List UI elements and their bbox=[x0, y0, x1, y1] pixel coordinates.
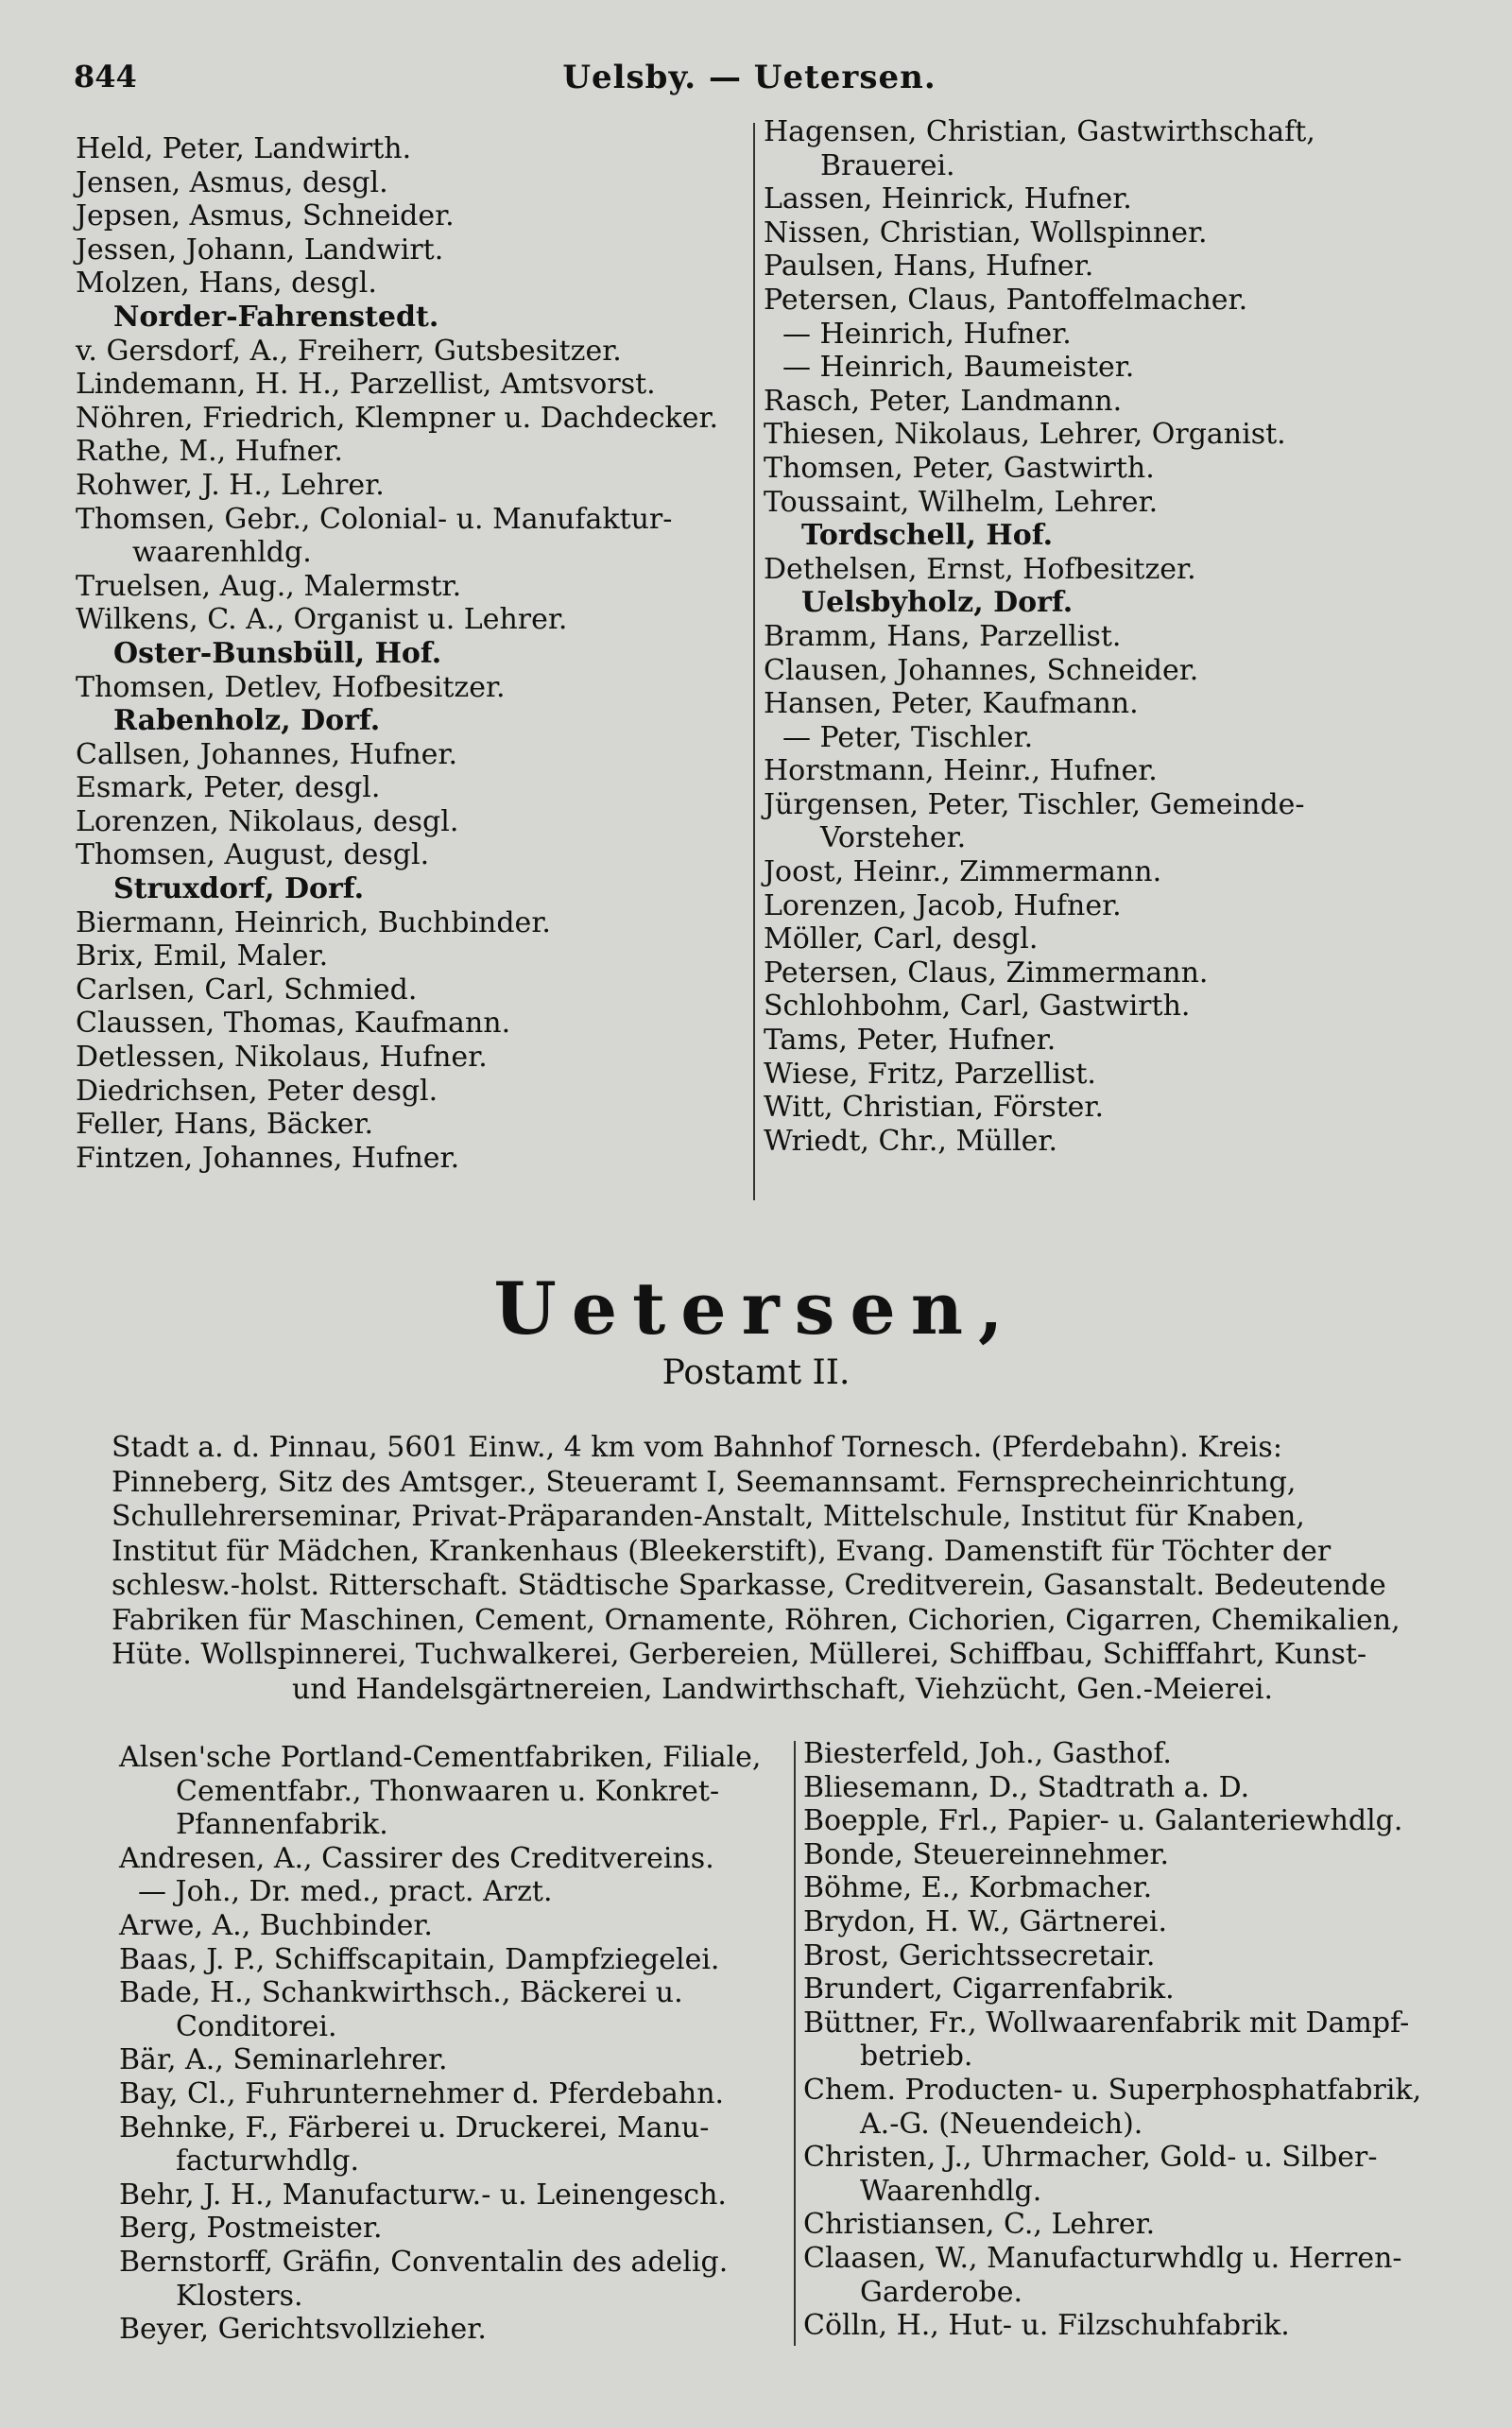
entry-text: facturwhdlg. bbox=[176, 2144, 360, 2178]
description-line: Stadt a. d. Pinnau, 5601 Einw., 4 km vom Bahnhof Tornesch. (Pferdebahn). Kreis: bbox=[112, 1431, 1282, 1464]
entry-text: Behr, J. H., Manufacturw.- u. Leinengesch. bbox=[119, 2178, 727, 2212]
entry-text: Conditorei. bbox=[176, 2009, 337, 2043]
place-heading bbox=[76, 872, 737, 906]
directory-entry bbox=[119, 2178, 790, 2213]
right-column bbox=[764, 115, 1425, 1158]
entry-text: Bär, A., Seminarlehrer. bbox=[119, 2043, 448, 2077]
directory-entry bbox=[764, 687, 1425, 721]
entry-text: Wiese, Fritz, Parzellist. bbox=[764, 1057, 1096, 1091]
entry-continuation bbox=[764, 149, 1425, 183]
entry-text: Bade, H., Schankwirthsch., Bäckerei u. bbox=[119, 1976, 683, 2010]
directory-entry bbox=[803, 2006, 1465, 2041]
directory-entry bbox=[76, 132, 737, 166]
entry-continuation bbox=[803, 2175, 1465, 2209]
entry-text: Böhme, E., Korbmacher. bbox=[803, 1871, 1153, 1905]
entry-text: Thiesen, Nikolaus, Lehrer, Organist. bbox=[764, 418, 1286, 452]
directory-entry bbox=[76, 267, 737, 301]
directory-entry bbox=[119, 1943, 790, 1977]
directory-entry bbox=[76, 570, 737, 604]
entry-text: Petersen, Claus, Zimmermann. bbox=[764, 956, 1209, 990]
directory-entry bbox=[803, 1871, 1465, 1905]
entry-text: Witt, Christian, Förster. bbox=[764, 1091, 1104, 1125]
entry-text: Lorenzen, Nikolaus, desgl. bbox=[76, 804, 459, 838]
entry-text: Wilkens, C. A., Organist u. Lehrer. bbox=[76, 603, 568, 637]
directory-entry bbox=[764, 1091, 1425, 1125]
directory-entry bbox=[76, 435, 737, 469]
directory-entry bbox=[764, 754, 1425, 788]
entry-text: Jensen, Asmus, desgl. bbox=[76, 165, 388, 199]
directory-entry bbox=[76, 738, 737, 772]
entry-text: Bliesemann, D., Stadtrath a. D. bbox=[803, 1770, 1250, 1804]
entry-text: Tordschell, Hof. bbox=[801, 519, 1054, 553]
entry-text: betrieb. bbox=[860, 2040, 973, 2074]
entry-text: Thomsen, Peter, Gastwirth. bbox=[764, 451, 1155, 485]
entry-continuation bbox=[803, 2276, 1465, 2310]
directory-entry bbox=[76, 671, 737, 705]
directory-entry bbox=[764, 889, 1425, 923]
directory-entry bbox=[803, 1939, 1465, 1973]
directory-entry bbox=[76, 939, 737, 973]
entry-text: Bay, Cl., Fuhrunternehmer d. Pferdebahn. bbox=[119, 2076, 725, 2110]
description-line: und Handelsgärtnereien, Landwirthschaft, Viehzücht, Gen.-Meierei. bbox=[291, 1672, 1273, 1706]
entry-text: Brauerei. bbox=[820, 148, 955, 182]
description-line: Fabriken für Maschinen, Cement, Ornamente, Röhren, Cichorien, Cigarren, Chemikalien, bbox=[112, 1603, 1400, 1637]
directory-entry bbox=[764, 721, 1425, 755]
place-heading bbox=[76, 637, 737, 671]
directory-entry bbox=[764, 418, 1425, 452]
directory-entry bbox=[803, 1737, 1465, 1771]
entry-text: Behnke, F., Färberei u. Druckerei, Manu- bbox=[119, 2110, 710, 2144]
page-header bbox=[74, 59, 1425, 115]
directory-entry bbox=[803, 2074, 1465, 2108]
entry-text: Cölln, H., Hut- u. Filzschuhfabrik. bbox=[803, 2309, 1290, 2343]
directory-entry bbox=[76, 1142, 737, 1176]
directory-entry bbox=[76, 368, 737, 402]
entry-text: Arwe, A., Buchbinder. bbox=[119, 1908, 433, 1942]
entry-text: Fintzen, Johannes, Hufner. bbox=[76, 1141, 460, 1175]
entry-text: Biermann, Heinrich, Buchbinder. bbox=[76, 905, 551, 939]
entry-text: Nissen, Christian, Wollspinner. bbox=[764, 215, 1208, 250]
directory-entry bbox=[119, 1875, 790, 1909]
directory-entry bbox=[119, 1976, 790, 2010]
entry-text: Paulsen, Hans, Hufner. bbox=[764, 250, 1094, 284]
directory-entry bbox=[803, 2208, 1465, 2242]
entry-text: Bonde, Steuereinnehmer. bbox=[803, 1837, 1170, 1871]
entry-text: A.-G. (Neuendeich). bbox=[860, 2107, 1143, 2141]
entry-continuation bbox=[803, 2108, 1465, 2142]
entry-text: Rohwer, J. H., Lehrer. bbox=[76, 468, 385, 502]
entry-continuation bbox=[76, 536, 737, 570]
directory-entry bbox=[76, 1007, 737, 1041]
left-column bbox=[76, 132, 737, 1175]
entry-text: Toussaint, Wilhelm, Lehrer. bbox=[764, 485, 1159, 519]
entry-text: Jürgensen, Peter, Tischler, Gemeinde- bbox=[764, 787, 1305, 821]
entry-continuation bbox=[119, 2010, 790, 2044]
entry-text: — Joh., Dr. med., pract. Arzt. bbox=[138, 1875, 553, 1909]
entry-text: Brost, Gerichtssecretair. bbox=[803, 1938, 1156, 1972]
entry-text: Cementfabr., Thonwaaren u. Konkret- bbox=[176, 1774, 720, 1808]
entry-continuation bbox=[119, 2144, 790, 2178]
entry-text: Tams, Peter, Hufner. bbox=[764, 1024, 1057, 1058]
directory-entry bbox=[764, 216, 1425, 250]
entry-text: Chem. Producten- u. Superphosphatfabrik, bbox=[803, 2073, 1422, 2107]
entry-text: Lassen, Heinrick, Hufner. bbox=[764, 182, 1132, 216]
entry-text: Detlessen, Nikolaus, Hufner. bbox=[76, 1041, 488, 1075]
entry-continuation bbox=[764, 821, 1425, 855]
column-divider-top bbox=[753, 123, 755, 1200]
directory-entry bbox=[76, 973, 737, 1007]
entry-text: Claasen, W., Manufacturwhdlg u. Herren- bbox=[803, 2241, 1402, 2275]
directory-entry bbox=[76, 838, 737, 872]
directory-entry bbox=[803, 1838, 1465, 1872]
entry-text: Truelsen, Aug., Malermstr. bbox=[76, 569, 462, 603]
directory-entry bbox=[803, 2242, 1465, 2276]
entry-text: Pfannenfabrik. bbox=[176, 1808, 388, 1842]
entry-text: Bernstorff, Gräfin, Conventalin des adelig. bbox=[119, 2245, 729, 2279]
entry-text: Claussen, Thomas, Kaufmann. bbox=[76, 1007, 511, 1041]
entry-text: Berg, Postmeister. bbox=[119, 2212, 383, 2246]
directory-entry bbox=[119, 2246, 790, 2280]
directory-entry bbox=[76, 1041, 737, 1075]
entry-text: Thomsen, August, desgl. bbox=[76, 838, 430, 872]
entry-text: Molzen, Hans, desgl. bbox=[76, 267, 377, 301]
entry-text: Brundert, Cigarrenfabrik. bbox=[803, 1972, 1175, 2006]
entry-text: Clausen, Johannes, Schneider. bbox=[764, 653, 1199, 687]
directory-entry bbox=[764, 990, 1425, 1024]
directory-entry bbox=[76, 805, 737, 839]
directory-entry bbox=[76, 603, 737, 637]
entry-text: Brydon, H. W., Gärtnerei. bbox=[803, 1904, 1167, 1938]
entry-text: Garderobe. bbox=[860, 2275, 1023, 2309]
directory-entry bbox=[119, 1842, 790, 1876]
entry-text: Schlohbohm, Carl, Gastwirth. bbox=[764, 990, 1191, 1024]
directory-entry bbox=[764, 956, 1425, 990]
bottom-left-column bbox=[119, 1741, 790, 2347]
directory-entry bbox=[803, 1972, 1465, 2006]
directory-entry bbox=[119, 2212, 790, 2246]
place-heading bbox=[764, 519, 1425, 553]
entry-text: Struxdorf, Dorf. bbox=[113, 872, 365, 906]
entry-text: waarenhldg. bbox=[132, 536, 312, 570]
entry-text: Diedrichsen, Peter desgl. bbox=[76, 1074, 438, 1108]
entry-text: — Heinrich, Baumeister. bbox=[782, 351, 1135, 385]
directory-entry bbox=[764, 115, 1425, 149]
entry-text: — Peter, Tischler. bbox=[782, 720, 1034, 754]
directory-entry bbox=[119, 1909, 790, 1943]
directory-entry bbox=[76, 166, 737, 200]
entry-text: Carlsen, Carl, Schmied. bbox=[76, 973, 418, 1007]
directory-entry bbox=[76, 402, 737, 436]
directory-entry bbox=[764, 351, 1425, 385]
entry-text: Oster-Bunsbüll, Hof. bbox=[113, 636, 442, 670]
entry-continuation bbox=[119, 1808, 790, 1842]
directory-entry bbox=[76, 771, 737, 805]
directory-entry bbox=[764, 1058, 1425, 1092]
directory-entry bbox=[119, 2111, 790, 2145]
directory-entry bbox=[764, 1024, 1425, 1058]
entry-text: v. Gersdorf, A., Freiherr, Gutsbesitzer. bbox=[76, 334, 622, 368]
entry-text: Rathe, M., Hufner. bbox=[76, 435, 343, 469]
directory-entry bbox=[764, 385, 1425, 419]
entry-text: Boepple, Frl., Papier- u. Galanteriewhdlg. bbox=[803, 1804, 1403, 1838]
directory-entry bbox=[764, 788, 1425, 822]
column-divider-bottom bbox=[794, 1741, 796, 2346]
description-line: schlesw.-holst. Ritterschaft. Städtische Sparkasse, Creditverein, Gasanstalt. Bedeutende bbox=[112, 1569, 1386, 1602]
description-line: Pinneberg, Sitz des Amtsger., Steueramt I, Seemannsamt. Fernsprecheinrichtung, bbox=[112, 1465, 1297, 1499]
directory-entry bbox=[764, 318, 1425, 352]
entry-text: Petersen, Claus, Pantoffelmacher. bbox=[764, 283, 1248, 317]
entry-text: Thomsen, Detlev, Hofbesitzer. bbox=[76, 670, 506, 704]
directory-entry bbox=[764, 182, 1425, 216]
entry-text: Thomsen, Gebr., Colonial- u. Manufaktur- bbox=[76, 502, 673, 536]
entry-text: Christiansen, C., Lehrer. bbox=[803, 2208, 1156, 2242]
entry-text: Bramm, Hans, Parzellist. bbox=[764, 619, 1122, 653]
place-heading bbox=[76, 301, 737, 335]
directory-entry bbox=[764, 553, 1425, 587]
entry-text: Jessen, Johann, Landwirt. bbox=[76, 232, 444, 267]
entry-continuation bbox=[119, 1775, 790, 1809]
directory-entry bbox=[76, 233, 737, 267]
entry-text: Rabenholz, Dorf. bbox=[113, 704, 381, 738]
entry-text: Beyer, Gerichtsvollzieher. bbox=[119, 2313, 487, 2347]
page-number: 844 bbox=[74, 59, 137, 95]
entry-text: Möller, Carl, desgl. bbox=[764, 922, 1039, 956]
entry-text: Klosters. bbox=[176, 2279, 303, 2313]
directory-entry bbox=[76, 503, 737, 537]
directory-entry bbox=[803, 2309, 1465, 2343]
place-heading bbox=[764, 586, 1425, 620]
entry-text: Jepsen, Asmus, Schneider. bbox=[76, 199, 455, 233]
entry-text: Rasch, Peter, Landmann. bbox=[764, 384, 1123, 418]
directory-entry bbox=[119, 2077, 790, 2111]
directory-entry bbox=[76, 1108, 737, 1142]
directory-entry bbox=[764, 284, 1425, 318]
directory-entry bbox=[764, 1125, 1425, 1159]
description-line: Hüte. Wollspinnerei, Tuchwalkerei, Gerbereien, Müllerei, Schiffbau, Schifffahrt, Kunst- bbox=[112, 1638, 1367, 1671]
entry-text: Waarenhdlg. bbox=[860, 2174, 1042, 2208]
directory-entry bbox=[764, 922, 1425, 956]
directory-entry bbox=[76, 469, 737, 503]
town-title: Uetersen, bbox=[493, 1266, 1019, 1351]
directory-entry bbox=[76, 199, 737, 233]
town-description bbox=[112, 1431, 1453, 1707]
entry-text: — Heinrich, Hufner. bbox=[782, 317, 1072, 351]
entry-continuation bbox=[119, 2280, 790, 2314]
directory-entry bbox=[119, 2043, 790, 2077]
entry-text: Esmark, Peter, desgl. bbox=[76, 771, 381, 805]
directory-entry bbox=[764, 250, 1425, 284]
directory-entry bbox=[803, 1804, 1465, 1838]
directory-entry bbox=[764, 654, 1425, 688]
entry-text: Joost, Heinr., Zimmermann. bbox=[764, 855, 1162, 889]
directory-entry bbox=[764, 620, 1425, 654]
directory-entry bbox=[764, 486, 1425, 520]
entry-text: Vorsteher. bbox=[820, 821, 967, 855]
entry-continuation bbox=[803, 2040, 1465, 2074]
entry-text: Christen, J., Uhrmacher, Gold- u. Silber- bbox=[803, 2141, 1378, 2175]
directory-entry bbox=[803, 1905, 1465, 1939]
entry-text: Nöhren, Friedrich, Klempner u. Dachdecker. bbox=[76, 401, 719, 435]
entry-text: Uelsbyholz, Dorf. bbox=[801, 586, 1074, 620]
entry-text: Callsen, Johannes, Hufner. bbox=[76, 737, 457, 771]
directory-entry bbox=[764, 452, 1425, 486]
directory-entry bbox=[803, 1771, 1465, 1805]
description-line: Schullehrerseminar, Privat-Präparanden-Anstalt, Mittelschule, Institut für Knaben, bbox=[112, 1500, 1305, 1533]
directory-entry bbox=[76, 335, 737, 369]
entry-text: Brix, Emil, Maler. bbox=[76, 939, 329, 973]
entry-text: Feller, Hans, Bäcker. bbox=[76, 1108, 374, 1142]
entry-text: Alsen'sche Portland-Cementfabriken, Filiale, bbox=[119, 1741, 762, 1774]
place-heading bbox=[76, 704, 737, 738]
directory-entry bbox=[76, 906, 737, 940]
directory-entry bbox=[764, 855, 1425, 889]
directory-entry bbox=[119, 2313, 790, 2347]
entry-text: Horstmann, Heinr., Hufner. bbox=[764, 754, 1158, 788]
entry-text: Lorenzen, Jacob, Hufner. bbox=[764, 888, 1122, 922]
running-head: Uelsby. — Uetersen. bbox=[562, 59, 936, 96]
entry-text: Hansen, Peter, Kaufmann. bbox=[764, 687, 1139, 721]
directory-entry bbox=[803, 2141, 1465, 2175]
directory-entry bbox=[76, 1075, 737, 1109]
entry-text: Norder-Fahrenstedt. bbox=[113, 300, 439, 334]
entry-text: Baas, J. P., Schiffscapitain, Dampfziegelei. bbox=[119, 1942, 720, 1976]
directory-entry bbox=[119, 1741, 790, 1775]
entry-text: Biesterfeld, Joh., Gasthof. bbox=[803, 1737, 1172, 1770]
entry-text: Andresen, A., Cassirer des Creditvereins. bbox=[119, 1841, 714, 1875]
entry-text: Hagensen, Christian, Gastwirthschaft, bbox=[764, 115, 1315, 148]
entry-text: Wriedt, Chr., Müller. bbox=[764, 1124, 1058, 1158]
post-office-label: Postamt II. bbox=[662, 1353, 850, 1392]
entry-text: Dethelsen, Ernst, Hofbesitzer. bbox=[764, 552, 1196, 586]
description-line: Institut für Mädchen, Krankenhaus (Bleekerstift), Evang. Damenstift für Töchter der bbox=[112, 1534, 1332, 1568]
entry-text: Lindemann, H. H., Parzellist, Amtsvorst. bbox=[76, 368, 656, 402]
bottom-right-column bbox=[803, 1737, 1465, 2343]
entry-text: Held, Peter, Landwirth. bbox=[76, 132, 412, 165]
entry-text: Büttner, Fr., Wollwaarenfabrik mit Dampf- bbox=[803, 2006, 1410, 2040]
